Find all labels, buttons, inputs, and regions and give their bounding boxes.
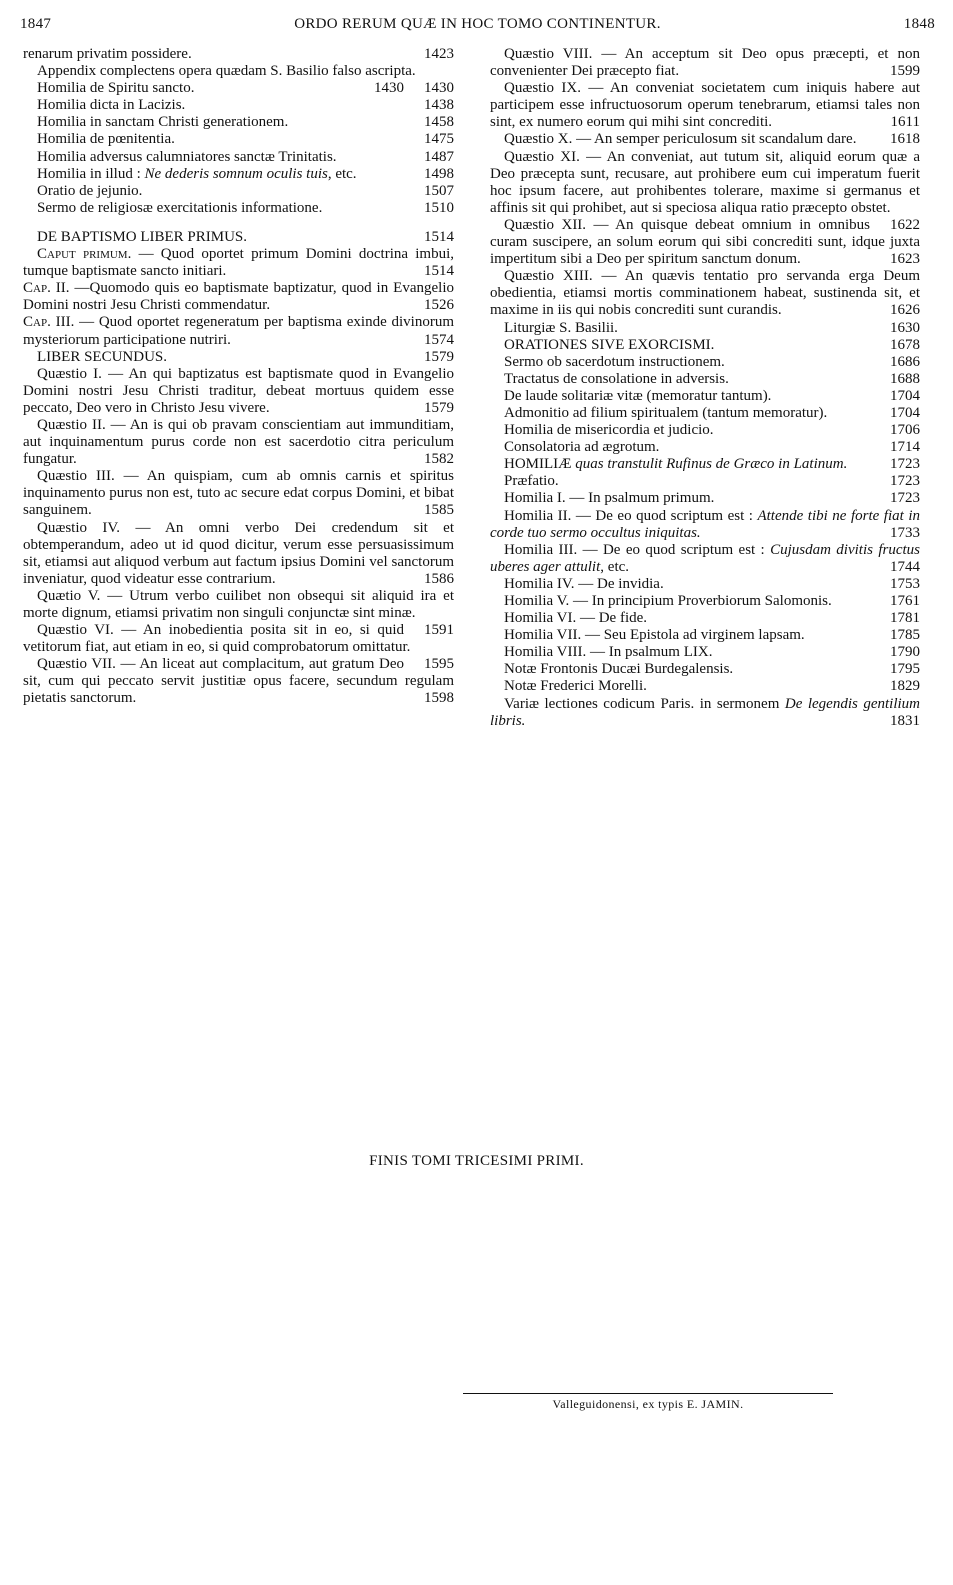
toc-entry <box>23 229 454 246</box>
running-title: ORDO RERUM QUÆ IN HOC TOMO CONTINENTUR. <box>294 16 661 32</box>
entry-text: Homilia in illud : <box>37 165 145 182</box>
column-number: 1574 <box>424 331 454 348</box>
column-number: 1458 <box>424 114 454 131</box>
column-number: 1618 <box>890 131 920 148</box>
entry-text: Homilia I. — In psalmum primum. <box>504 490 715 507</box>
toc-entry <box>490 661 920 678</box>
toc-entry <box>490 473 920 490</box>
column-number: 1623 <box>890 251 920 268</box>
entry-text: Quæstio I. — An qui baptizatus est baptismate quod in Evangelio Domini nostri Jesu Christi traditur, debeat mortuus quidem esse peccato, Deo vero in Christo Jesu vivere. <box>23 365 454 416</box>
toc-entry <box>23 46 454 63</box>
toc-entry <box>23 97 454 114</box>
column-number: 1586 <box>424 570 454 587</box>
column-number: 1626 <box>890 302 920 319</box>
toc-entry <box>23 114 454 131</box>
toc-entry <box>490 80 920 131</box>
column-number: 1785 <box>890 627 920 644</box>
toc-entry <box>490 337 920 354</box>
entry-text: Appendix complectens opera quædam S. Basilio falso ascripta. <box>37 63 416 80</box>
entry-text: Homilia de pœnitentia. <box>37 131 175 148</box>
entry-text: Quæstio III. — An quispiam, cum ab omnis carnis et spiritus inquinamento purus non est, tuto ac secure edat corpus Domini, et bibat sanguinem. <box>23 468 454 519</box>
printer-imprint: Valleguidonensi, ex typis E. JAMIN. <box>552 1397 744 1411</box>
toc-entry <box>490 456 920 473</box>
entry-text: Quæstio IX. — An conveniat societatem cum iniquis habere aut participem esse infructuosorum operum tenebrarum, etiamsi tales non sint, ex numero eorum qui mihi sint concrediti. <box>490 80 920 131</box>
column-number: 1723 <box>890 473 920 490</box>
entry-text: Quæstio VIII. — An acceptum sit Deo opus præcepti, et non convenienter Dei præcepto fiat. <box>490 46 920 80</box>
toc-entry <box>490 46 920 80</box>
column-number: 1622 <box>890 216 920 233</box>
toc-entry <box>23 80 454 97</box>
toc-entry <box>490 405 920 422</box>
imprint-rule <box>463 1393 833 1394</box>
entry-text: Homilia VII. — Seu Epistola ad virginem lapsam. <box>504 627 805 644</box>
entry-text: Homilia VI. — De fide. <box>504 610 648 627</box>
toc-entry <box>490 542 920 576</box>
column-number: 1630 <box>890 319 920 336</box>
entry-text: Oratio de jejunio. <box>37 182 143 199</box>
entry-text: Homilia de Spiritu sancto. <box>37 80 195 97</box>
toc-entry <box>23 183 454 200</box>
column-number: 1507 <box>424 182 454 199</box>
entry-italic-text: Ne dederis somnum oculis tuis <box>144 165 328 182</box>
entry-italic-text: quas transtulit Rufinus de Græco in Latinum. <box>575 456 848 473</box>
toc-entry <box>23 314 454 348</box>
entry-italic-text: De legendis gentilium libris. <box>490 695 920 729</box>
column-number: 1753 <box>890 575 920 592</box>
column-number: 1781 <box>890 610 920 627</box>
toc-entry <box>490 593 920 610</box>
entry-text: HOMILIÆ <box>504 456 576 473</box>
page-number-right: 1848 <box>903 16 935 32</box>
toc-entry <box>23 131 454 148</box>
entry-text: Quæstio II. — An is qui ob pravam conscientiam aut immunditiam, aut inquinamentum purus corde non est sacerdotio citra periculum fungatur. <box>23 416 454 468</box>
entry-text: — Quod oportet regeneratum per baptisma exinde divinorum mysteriorum participatione nutriri. <box>23 314 454 348</box>
column-number: 1579 <box>424 399 454 416</box>
column-number: 1704 <box>890 404 920 421</box>
entry-text: Homilia II. — De eo quod scriptum est : <box>504 507 758 524</box>
column-number: 1761 <box>890 593 920 609</box>
entry-text: Quæstio XI. — An conveniat, aut tutum sit, aliquid eorum quæ a Deo præcepta sunt, recusare, aut prohibere eum cui imperatum fuerit hoc ipsum facere, aut prohibentes tolerare, maxime si germanus et affinis sit qui prohibet, aut si speciosa aliqua ratio præcepto obstet. <box>490 148 920 216</box>
toc-entry <box>490 422 920 439</box>
column-number: 1514 <box>424 263 454 280</box>
entry-text: Quæstio XII. — An quisque debeat omnium in omnibus curam suscipere, an solum eorum qui sibi concrediti sunt, idque juxta impertitum sibi a Deo per spiritum sanctum donum. <box>490 216 920 268</box>
column-number: 1591 <box>424 622 454 639</box>
toc-entry <box>490 217 920 268</box>
entry-text: , etc. <box>327 165 357 182</box>
toc-entry <box>490 131 920 148</box>
entry-text: , etc. <box>600 558 630 575</box>
toc-entry <box>490 268 920 319</box>
chapter-label: Caput primum. <box>37 246 132 263</box>
column-number: 1579 <box>424 348 454 365</box>
toc-entry <box>23 200 454 217</box>
entry-text: Homilia dicta in Lacizis. <box>37 97 186 114</box>
toc-entry <box>23 246 454 280</box>
toc-entry <box>490 320 920 337</box>
column-number: 1510 <box>424 199 454 216</box>
toc-entry <box>23 417 454 468</box>
column-number: 1733 <box>890 524 920 541</box>
entry-text: ORATIONES SIVE EXORCISMI. <box>504 336 715 353</box>
column-number: 1498 <box>424 165 454 182</box>
entry-text: Quæstio VI. — An inobedientia posita sit in eo, si quid vetitorum fiat, aut etiam in eo, si quid comprobatorum omittatur. <box>23 622 411 656</box>
entry-text: Variæ lectiones codicum Paris. in sermonem <box>504 695 785 712</box>
column-number: 1430 <box>374 80 404 97</box>
column-number: 1795 <box>890 661 920 678</box>
column-number: 1706 <box>890 422 920 439</box>
chapter-label: Cap. III. <box>23 314 75 331</box>
toc-entry <box>23 520 454 588</box>
column-number: 1704 <box>890 387 920 404</box>
column-number: 1598 <box>424 690 454 707</box>
entry-text: Homilia III. — De eo quod scriptum est : <box>504 541 771 558</box>
entry-text: Quæstio X. — An semper periculosum sit scandalum dare. <box>504 131 857 148</box>
toc-entry <box>490 508 920 542</box>
entry-text: Homilia V. — In principium Proverbiorum Salomonis. <box>504 593 832 609</box>
toc-entry <box>23 468 454 519</box>
entry-text: De laude solitariæ vitæ (memoratur tantum). <box>504 387 772 404</box>
toc-entry <box>23 366 454 417</box>
left-column <box>23 46 454 708</box>
toc-entry <box>490 490 920 507</box>
column-number: 1688 <box>890 370 920 387</box>
entry-text: Liturgiæ S. Basilii. <box>504 319 618 336</box>
column-number: 1611 <box>890 114 920 131</box>
toc-entry <box>490 148 920 233</box>
toc-entry <box>490 576 920 593</box>
page-number-left: 1847 <box>20 16 52 32</box>
column-number: 1514 <box>424 228 454 245</box>
entry-text: Notæ Frederici Morelli. <box>504 678 647 695</box>
column-number: 1526 <box>424 297 454 314</box>
finis-line: FINIS TOMI TRICESIMI PRIMI. <box>369 1153 584 1169</box>
entry-text: renarum privatim possidere. <box>23 46 192 62</box>
column-number: 1790 <box>890 644 920 661</box>
entry-italic-text: Cujusdam divitis fructus uberes ager attulit <box>490 541 920 575</box>
column-number: 1487 <box>424 148 454 165</box>
entry-text: Sermo ob sacerdotum instructionem. <box>504 353 725 370</box>
entry-text: Homilia de misericordia et judicio. <box>504 422 714 439</box>
entry-text: Quætio V. — Utrum verbo cuilibet non obsequi sit aliquid ira et morte dignum, etiamsi privatim non singuli conjunctæ sint minæ. <box>23 587 454 621</box>
entry-italic-text: Attende tibi ne forte fiat in corde tuo sermo occultus iniquitas. <box>490 507 920 541</box>
column-number: 1714 <box>890 439 920 456</box>
toc-entry <box>490 610 920 627</box>
column-number: 1595 <box>424 656 454 673</box>
toc-entry <box>490 371 920 388</box>
entry-text: —Quomodo quis eo baptismate baptizatur, quod in Evangelio Domini nostri Jesu Christi commendatur. <box>23 280 454 314</box>
column-number: 1744 <box>890 558 920 575</box>
toc-entry <box>23 622 454 673</box>
entry-text: Sermo de religiosæ exercitationis informatione. <box>37 199 323 216</box>
toc-entry <box>23 349 454 366</box>
column-number: 1582 <box>424 451 454 468</box>
entry-text: Quæstio IV. — An omni verbo Dei credendum sit et obtemperandum, adeo ut id quod dicitur, verum esse persuasissimum sit, etiamsi aut aliquod verbum aut factum ipsius Domini vel sanctorum inveniatur, quod videatur esse contrarium. <box>23 519 454 587</box>
entry-text: Quæstio VII. — An liceat aut complacitum, aut gratum Deo sit, cum qui peccato servit justitiæ opus facere, secundum regulam pietatis sanctorum. <box>23 656 454 707</box>
column-number: 1678 <box>890 336 920 353</box>
toc-entry <box>490 696 920 730</box>
entry-text: LIBER SECUNDUS. <box>37 348 168 365</box>
toc-entry <box>490 354 920 371</box>
entry-text: Quæstio XIII. — An quævis tentatio pro servanda erga Deum obedientia, etiamsi mortis comminationem habeat, sustinenda sit, et maxime in iis qui nobis concrediti sunt curandis. <box>490 268 920 319</box>
column-number: 1423 <box>424 46 454 62</box>
column-number: 1723 <box>890 456 920 473</box>
toc-entry <box>490 388 920 405</box>
running-header <box>20 16 935 38</box>
column-number: 1475 <box>424 131 454 148</box>
entry-text: Homilia in sanctam Christi generationem. <box>37 114 289 131</box>
chapter-label: Cap. II. <box>23 280 70 297</box>
column-number: 1686 <box>890 353 920 370</box>
toc-entry <box>490 644 920 661</box>
entry-text: Homilia VIII. — In psalmum LIX. <box>504 644 713 661</box>
column-number: 1585 <box>424 502 454 519</box>
entry-text: Tractatus de consolatione in adversis. <box>504 370 729 387</box>
entry-text: Homilia adversus calumniatores sanctæ Trinitatis. <box>37 148 337 165</box>
entry-text: Homilia IV. — De invidia. <box>504 575 664 592</box>
column-number: 1831 <box>890 712 920 729</box>
toc-entry <box>23 166 454 183</box>
entry-text: DE BAPTISMO LIBER PRIMUS. <box>37 228 248 245</box>
toc-entry <box>490 627 920 644</box>
toc-entry <box>23 149 454 166</box>
entry-text: Admonitio ad filium spiritualem (tantum memoratur). <box>504 404 828 421</box>
right-column <box>490 46 920 730</box>
entry-text: Notæ Frontonis Ducæi Burdegalensis. <box>504 661 734 678</box>
column-number: 1430 <box>424 80 454 97</box>
entry-text: Præfatio. <box>504 473 559 490</box>
toc-entry <box>490 439 920 456</box>
entry-text: Consolatoria ad ægrotum. <box>504 439 660 456</box>
column-number: 1599 <box>890 63 920 80</box>
toc-entry <box>23 280 454 314</box>
entry-text: — Quod oportet primum Domini doctrina imbui, tumque baptismate sancto initiari. <box>23 246 454 280</box>
toc-entry <box>23 656 454 707</box>
column-number: 1723 <box>890 490 920 507</box>
column-number: 1438 <box>424 97 454 114</box>
column-number: 1829 <box>890 678 920 695</box>
toc-entry <box>490 678 920 695</box>
